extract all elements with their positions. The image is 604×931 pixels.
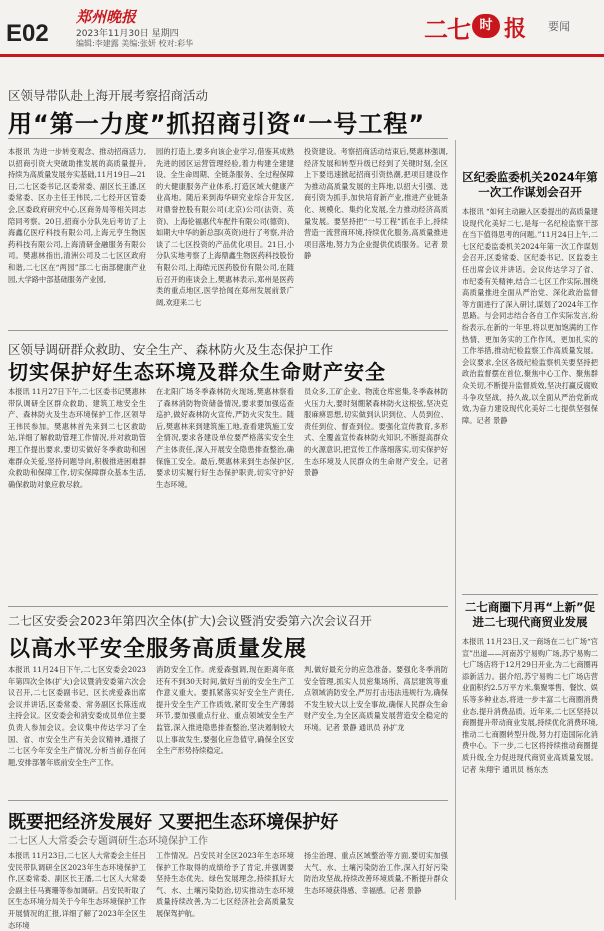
sidebar2-body: 本报讯 11月23日,又一商场在二七广场“官宣”出道——河南苏宁易购广场,苏宁易购二七广场店将于12月29日开业,为二七商圈再添新活力。据介绍,苏宁易购二七广场店营业面积约2.5万平方米,集聚零售、餐饮、娱乐等多种业态,将进一步丰富二七商圈消费业态,提升消费品质。近年来,二七区坚持以商圈提升带动商业发展,持续优化消费环境,推动二七商圈转型升级,努力打造国际化消费中心。下一步,二七区将持续推动商圈提质升级,全力促进现代商贸业高质量发展。记者 朱翔宇 通讯员 杨东杰 [462,637,598,774]
section-name: 要闻 [548,20,570,33]
article3-col3: 判,做好最充分的应急准备。要强化冬季消防安全管理,抓实人员密集场所、高层建筑等重点领域消防安全,严厉打击违法违规行为,确保不发生较大以上安全事故,确保人民群众生命财产安全,为全区高质量发展营造安全稳定的环境。记者 景静 通讯员 孙扩龙 [304,665,448,732]
article4-col2: 工作情况。吕安民对全区2023年生态环境保护工作取得的成绩给予了肯定,并强调要坚持生态优先、绿色发展理念,持续抓好大气、水、土壤污染防治,切实推动生态环境质量持续改善,为二七区经济社会高质量发展保驾护航。 [156,851,294,918]
column-divider [455,140,456,900]
article1-col1: 本报讯 为进一步转变观念、推动招商活力,以招商引资大突破助推发展的高质量提升,持续为高质量发展夯实基础,11月19日—21日,二七区委书记,区委常委、副区长王潘,区委常委、区办主任王伟民,二七经开区管委会,区委政府研究中心,区商务局等相关同志陪同考察。20日,招商小分队先后考访了上海鑫亿医疗科技有限公司,上海元亨生物医药科技有限公司,上海清研金融服务有限公司。樊惠林指出,清洲公司及二七区区政府和谐,二七区在“两园”部二七南部健康产业园,大学路中部基础服务产业园, [8,147,146,284]
article2-kicker: 区领导调研群众救助、安全生产、森林防火及生态保护工作 [8,342,334,357]
page-number: E02 [6,20,49,47]
article4-col1: 本报讯 11月23日,二七区人大常委会主任吕安民带队调研全区2023年生态环境保护工作,区委常委、副区长王潘,二七区人大常委会副主任马赛珊等参加调研。吕安民听取了区生态环境分局关于今年生态环境保护工作开展情况的汇报,详细了解了2023年全区生态环境 [8,851,146,930]
article1-rule [8,138,448,139]
article4-top-rule [8,800,448,801]
article3-kicker: 二七区安委会2023年第四次全体(扩大)会议暨消安委第六次会议召开 [8,614,372,628]
article1-headline: 用“第一力度”抓招商引资“一号工程” [8,110,426,138]
sidebar1-title: 区纪委监委机关2024年第一次工作谋划会召开 [462,170,598,199]
article2-col3: 员众多,工矿企业、物流仓库密集,冬季森林防火压力大,要时刻绷紧森林防火这根弦,坚决克服麻痹思想,切实做到认识到位、人员到位、责任到位、督查到位。要强化宣传教育,多形式、全覆盖宣传森林防火知识,不断提高群众的火源意识,把宣传工作落细落实,切实保护好生态环境及人民群众的生命财产安全。记者 景静 [304,387,448,478]
article3-headline: 以高水平安全服务高质量发展 [8,637,308,662]
article1-kicker: 区领导带队赴上海开展考察招商活动 [8,88,209,103]
brand-text-left: 二七 [424,16,470,44]
article2-headline: 切实保护好生态环境及群众生命财产安全 [8,360,386,384]
article1-col3: 投资建设。考察招商活动结束后,樊惠林强调,经济发展和转型升级已经到了关键时刻,全区上下要迅速掀起招商引资热潮,把项目建设作为推动高质量发展的主阵地,以招大引强、选商引资为抓手,加快培育新产业,推进产业链条化、规模化、集约化发展,全力推动经济高质量发展。要坚持把“一号工程”抓在手上,持续营造一流营商环境,持续优化服务,高质量推进项目落地,努力为企业提供优质服务。记者 景静 [304,147,448,261]
masthead-rule [0,54,604,57]
date-line: 2023年11月30日 星期四 [76,29,179,39]
section-brand [424,10,534,44]
article4-headline: 既要把经济发展好 又要把生态环境保护好 [8,812,339,833]
brand-circle: 时 [472,14,500,38]
article2-col2: 在北阳广场冬季森林防火现场,樊惠林察看了森林消防物资储备情况,要求要加强巡查巡护,做好森林防火宣传,严防火灾发生。随后,樊惠林来到建筑施工地,查看建筑施工安全情况,要求各建设单位要严格落实安全生产主体责任,深入开展安全隐患排查整治,确保施工安全。最后,樊惠林来到生态保护区,要求切实履行好生态保护职责,切实守护好生态环境。 [156,387,294,489]
article4-col3: 扬尘治理、重点区域整治等方面,要切实加强大气、水、土壤污染防治工作,深入打好污染防治攻坚战,持续改善环境质量,不断提升群众生态环境获得感、幸福感。记者 景静 [304,851,448,895]
article3-top-rule [8,606,448,607]
brand-text-right: 报 [504,17,527,42]
article2-top-rule [8,330,448,331]
article2-col1: 本报讯 11月27日下午,二七区委书记樊惠林带队调研全区群众救助、建筑工地安全生产、森林防火及生态环境保护工作,区领导王伟民参加。樊惠林首先来到二七区救助站,详细了解救助管理工作情况,并对救助管理工作提出要求,要切实做好冬季救助和困难群众关爱,坚持问题导向,积极推进困难群众救助和保障工作,切实保障群众基本生活,确保救助对象应救尽救。 [8,387,146,489]
editors-line: 编辑:李建露 美编:张妍 校对:彩华 [76,39,194,48]
sidebar1-body: 本报讯 “如何主动融入区委提出的高质量建设现代化美好二七,是每一名纪检监察干部在当下值得思考的问题。”11月24日上午,二七区纪委监委机关2024年第一次工作谋划会召开,区委常委、区纪委书记、区监委主任出席会议并讲话。会议传达学习了省、市纪委有关精神,结合二七区工作实际,围绕高质量推进全面从严治党、深化政治监督等方面进行了深入研讨,谋划了2024年工作思路。与会同志结合各自工作实际发言,纷纷表示,在新的一年里,将以更加饱满的工作热情、更加务实的工作作风、更加扎实的工作举措,推动纪检监察工作高质量发展。会议要求,全区各级纪检监察机关要坚持把政治监督摆在首位,聚焦中心工作、聚焦群众关切,不断提升监督质效,坚决打赢反腐败斗争攻坚战、持久战,以全面从严治党新成效,为奋力建设现代化美好二七提供坚强保障。记者 景静 [462,207,598,425]
sidebar2-title: 二七商圈下月再“上新”促进二七现代商贸业发展 [464,600,596,629]
article3-col1: 本报讯 11月24日下午,二七区安委会2023年第四次全体(扩大)会议暨消安委第六次会议召开,二七区委副书记、区长虎爱森出席会议并讲话,区委常委、常务副区长陈连成主持会议。区安委会和消安委成员单位主要负责人参加会议。会议集中传达学习了全国、省、市安全生产有关会议精神,通报了二七区今年安全生产情况,分析当前存在问题,安排部署年底前安全生产工作。 [8,665,146,767]
sidebar2-top-rule [462,594,598,595]
article3-col2: 消防安全工作。虎爱森强调,现在距离年底还有不到30天时间,做好当前的安全生产工作意义重大。要抓紧落实好安全生产责任,提升安全生产工作质效,紧盯安全生产薄弱环节,要加强重点行业、重点领域安全生产监管,深入推进隐患排查整治,坚决遏制较大以上事故发生,要强化应急值守,确保全区安全生产形势持续稳定。 [156,665,294,756]
masthead [0,0,604,54]
paper-logo: 郑州晚报 [76,8,137,26]
article4-subhead: 二七区人大常委会专题调研生态环境保护工作 [8,836,208,847]
article1-col2: 园的打造上,要多向该企业学习,借鉴其成熟先进的园区运营管理经验,着力构建全建建设、全生命周期、全链条服务、全过程保障的大健康服务产业体系,打造区域大健康产业高地。随后来到海华研究业综合开发区,对鼎誉控股有限公司(北京)公司(法资、英资)、上海伦福惠代车配件有限公司(德资)、如期大中华的新总部(英资)进行了考察,并洽谈了二七区投资的产品优化项目。21日,小分队实地考察了上海鼎鑫生物医药科技股份有限公司,上海皓元医药股份有限公司,在随后召开的座谈会上,樊惠林表示,郑州是医药类的重点地区,医学拾闻在郑州发展前景广阔,欢迎来二七 [156,147,294,307]
